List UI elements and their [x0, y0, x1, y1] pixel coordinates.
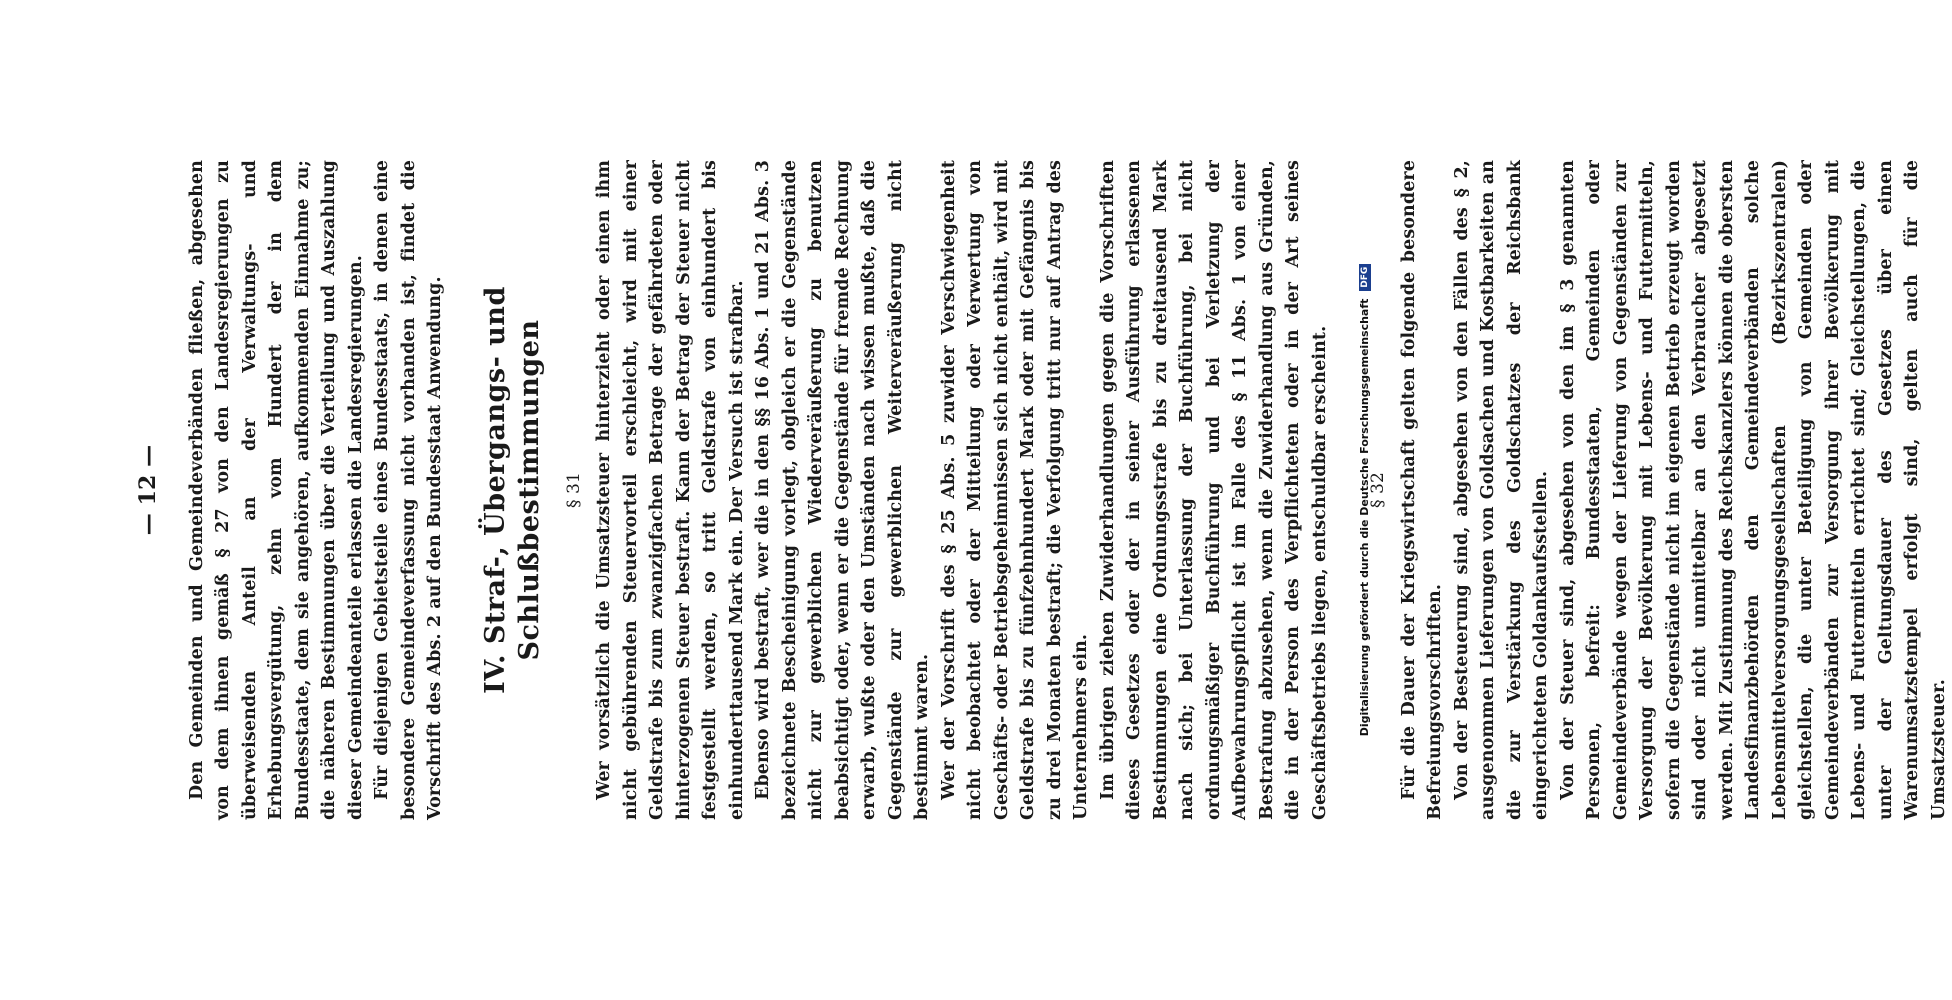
digitization-credit [1358, 0, 1371, 1000]
page-content [135, 160, 1952, 820]
section-32-label: § 32 [1368, 472, 1388, 508]
dfg-logo: DFG [1359, 264, 1371, 291]
paragraph: Von der Besteuerung sind, abgesehen von den Fällen des § 2, ausgenommen Lieferungen von Goldsachen und Kostbarkeiten an die zur Verstärkung des Goldschatzes der Reichsbank eingerichteten Goldankaufsstellen. [1451, 160, 1551, 820]
page-number: — 12 — [135, 444, 161, 536]
paragraph: Von der Steuer sind, abgesehen von den im § 3 genannten Personen, befreit: Bundesstaaten, Gemeinden oder Gemeindeverbände wegen der Lieferung von Gegenständen zur Versorgung der Bevölkerung mit Lebens- und Futtermitteln, sofern die Gegenstände nicht im eigenen Betrieb erzeugt worden sind oder nicht unmittelbar an den Verbraucher abgesetzt werden. Mit Zustimmung des Reichskanzlers können die obersten Landesfinanzbehörden den Gemeindeverbänden solche Lebensmittelversorgungsgesellschaften (Bezirkszentralen) gleichstellen, die unter Beteiligung von Gemeinden oder Gemeindeverbänden zur Versorgung ihrer Bevölkerung mit Lebens- und Futtermitteln errichtet sind; Gleichstellungen, die unter der Geltungsdauer des Gesetzes über einen Warenumsatzstempel erfolgt sind, gelten auch für die Umsatzsteuer. [1557, 160, 1949, 820]
paragraph: Wer der Vorschrift des § 25 Abs. 5 zuwider Verschwiegenheit nicht beobachtet oder der Mitteilung oder Verwertung von Geschäfts- oder Betriebsgeheimnissen sich nicht enthält, wird mit Geldstrafe bis zu fünfzehnhundert Mark oder mit Gefängnis bis zu drei Monaten bestraft; die Verfolgung tritt nur auf Antrag des Unternehmers ein. [938, 160, 1091, 820]
credit-text: Digitalisierung gefördert durch die Deutsche Forschungsgemeinschaft [1358, 298, 1371, 737]
section-31-label: § 31 [563, 472, 584, 508]
paragraph: Für die Dauer der Kriegswirtschaft gelten folgende besondere Befreiungsvorschriften. [1398, 160, 1445, 820]
paragraph: Ebenso wird bestraft, wer die in den §§ 16 Abs. 1 und 21 Abs. 3 bezeichnete Bescheinigung vorlegt, obgleich er die Gegenstände nicht zur gewerblichen Wiederveräußerung zu benutzen beabsichtigt oder, wenn er die Gegenstände für fremde Rechnung erwarb, wußte oder den Umständen nach wissen mußte, daß die Gegenstände zur gewerblichen Weiterveräußerung nicht bestimmt waren. [753, 160, 932, 820]
paragraph: Für diejenigen Gebietsteile eines Bundesstaats, in denen eine besondere Gemeindeverfassung nicht vorhanden ist, findet die Vorschrift des Abs. 2 auf den Bundesstaat Anwendung. [372, 160, 445, 820]
paragraph: Im übrigen ziehen Zuwiderhandlungen gegen die Vorschriften dieses Gesetzes oder der in seiner Ausführung erlassenen Bestimmungen eine Ordnungsstrafe bis zu dreitausend Mark nach sich; bei Unterlassung der Buchführung, bei nicht ordnungsmäßiger Buchführung und bei Verletzung der Aufbewahrungspflicht ist im Falle des § 11 Abs. 1 von einer Bestrafung abzusehen, wenn die Zuwiderhandlung aus Gründen, die in der Person des Verpflichteten oder in der Art seines Geschäftsbetriebs liegen, entschuldbar erscheint. [1097, 160, 1330, 820]
paragraph: Wer vorsätzlich die Umsatzsteuer hinterzieht oder einen ihm nicht gebührenden Steuervorteil erschleicht, wird mit einer Geldstrafe bis zum zwanzigfachen Betrage der gefährdeten oder hinterzogenen Steuer bestraft. Kann der Betrag der Steuer nicht festgestellt werden, so tritt Geldstrafe von einhundert bis einhunderttausend Mark ein. Der Versuch ist strafbar. [594, 160, 747, 820]
spacer [1333, 160, 1359, 820]
section-heading: IV. Straf-, Übergangs- und Schlußbestimmungen [479, 286, 545, 694]
paragraph: Den Gemeinden und Gemeindeverbänden fließen, abgesehen von dem ihnen gemäß § 27 von den Landesregierungen zu überweisenden Anteil an der Verwaltungs- und Erhebungsvergütung, zehn vom Hundert der in dem Bundesstaate, dem sie angehören, aufkommenden Einnahme zu; die näheren Bestimmungen über die Verteilung und Auszahlung dieser Gemeindeanteile erlassen die Landesregierungen. [186, 160, 366, 820]
